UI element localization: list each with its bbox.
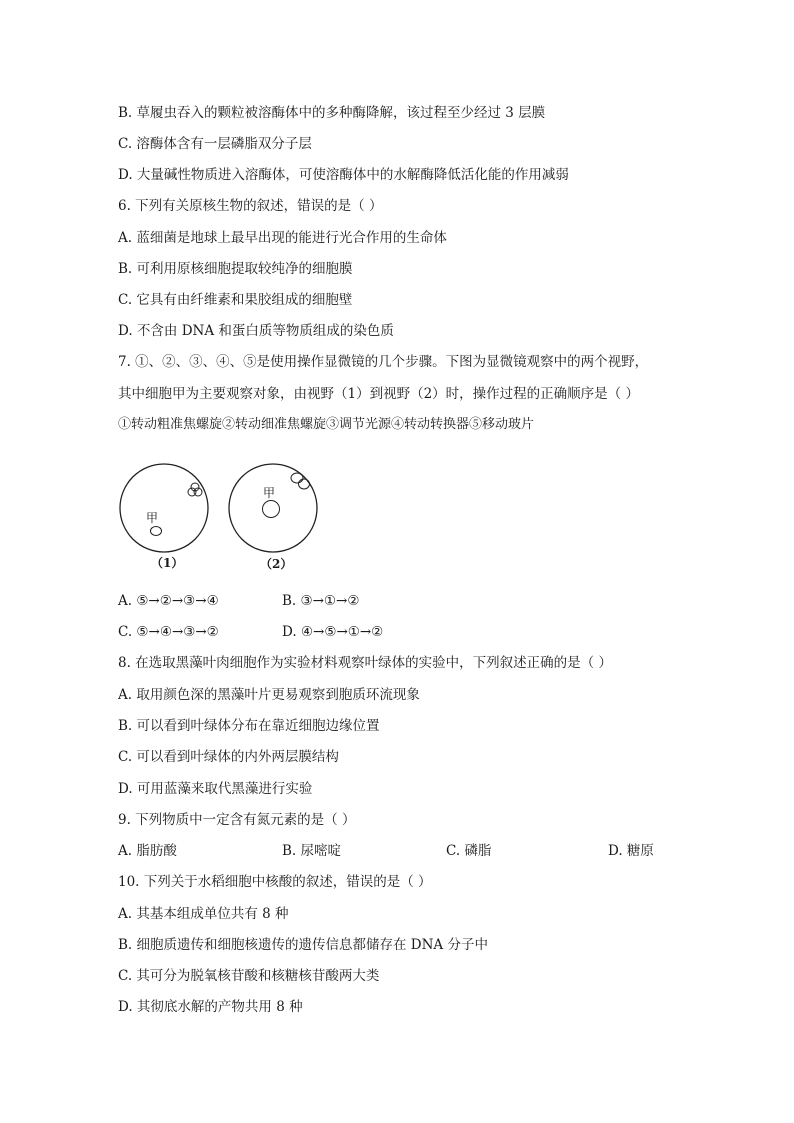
q10-stem: 10. 下列关于水稻细胞中核酸的叙述，错误的是（ ）: [118, 874, 432, 890]
q6-option-a: A. 蓝细菌是地球上最早出现的能进行光合作用的生命体: [118, 230, 447, 246]
view2-caption: （2）: [260, 557, 293, 571]
q5-option-b: B. 草履虫吞入的颗粒被溶酶体中的多种酶降解，该过程至少经过 3 层膜: [118, 105, 546, 121]
view2-field: [229, 464, 317, 552]
view1-caption: （1）: [151, 556, 184, 570]
q9-option-b: B. 尿嘧啶: [282, 843, 342, 859]
view1-cell-label: 甲: [146, 511, 159, 525]
q7-option-c: C. ⑤→④→③→②: [118, 624, 219, 640]
q7-stem-line2: 其中细胞甲为主要观察对象，由视野（1）到视野（2）时，操作过程的正确顺序是（ ）: [118, 386, 639, 402]
q8-stem: 8. 在选取黑藻叶肉细胞作为实验材料观察叶绿体的实验中，下列叙述正确的是（ ）: [118, 655, 612, 671]
q6-stem: 6. 下列有关原核生物的叙述，错误的是（ ）: [118, 198, 383, 214]
q6-option-d: D. 不含由 DNA 和蛋白质等物质组成的染色质: [118, 323, 394, 339]
q10-option-b: B. 细胞质遗传和细胞核遗传的遗传信息都储存在 DNA 分子中: [118, 937, 488, 953]
q10-option-a: A. 其基本组成单位共有 8 种: [118, 906, 289, 922]
q7-steps: ①转动粗准焦螺旋②转动细准焦螺旋③调节光源④转动转换器⑤移动玻片: [118, 417, 535, 432]
view2-cell-jia: [263, 501, 280, 518]
q9-stem: 9. 下列物质中一定含有氮元素的是（ ）: [118, 812, 356, 828]
view2-cell-label: 甲: [263, 486, 276, 500]
microscope-figure: [118, 462, 328, 577]
q9-option-c: C. 磷脂: [446, 843, 492, 859]
q10-option-c: C. 其可分为脱氧核苷酸和核糖核苷酸两大类: [118, 968, 380, 984]
q5-option-c: C. 溶酶体含有一层磷脂双分子层: [118, 136, 312, 152]
view2-small-cell: [299, 479, 310, 489]
q7-stem-line1: 7. ①、②、③、④、⑤是使用操作显微镜的几个步骤。下图为显微镜观察中的两个视野，: [118, 354, 649, 370]
view1-cell-jia: [151, 527, 162, 536]
q5-option-d: D. 大量碱性物质进入溶酶体，可使溶酶体中的水解酶降低活化能的作用减弱: [118, 167, 569, 183]
q7-option-a: A. ⑤→②→③→④: [118, 593, 219, 609]
q8-option-b: B. 可以看到叶绿体分布在靠近细胞边缘位置: [118, 718, 380, 734]
q9-option-a: A. 脂肪酸: [118, 843, 177, 859]
q7-option-d: D. ④→⑤→①→②: [282, 624, 384, 640]
view1-field: [120, 464, 208, 552]
q6-option-c: C. 它具有由纤维素和果胶组成的细胞壁: [118, 292, 353, 308]
q6-option-b: B. 可利用原核细胞提取较纯净的细胞膜: [118, 261, 353, 277]
q8-option-d: D. 可用蓝藻来取代黑藻进行实验: [118, 781, 313, 797]
q8-option-a: A. 取用颜色深的黑藻叶片更易观察到胞质环流现象: [118, 687, 420, 703]
q7-option-b: B. ③→①→②: [282, 593, 360, 609]
q10-option-d: D. 其彻底水解的产物共用 8 种: [118, 999, 303, 1015]
view2-small-cell: [291, 473, 303, 483]
q8-option-c: C. 可以看到叶绿体的内外两层膜结构: [118, 749, 339, 765]
q9-option-d: D. 糖原: [608, 843, 654, 859]
